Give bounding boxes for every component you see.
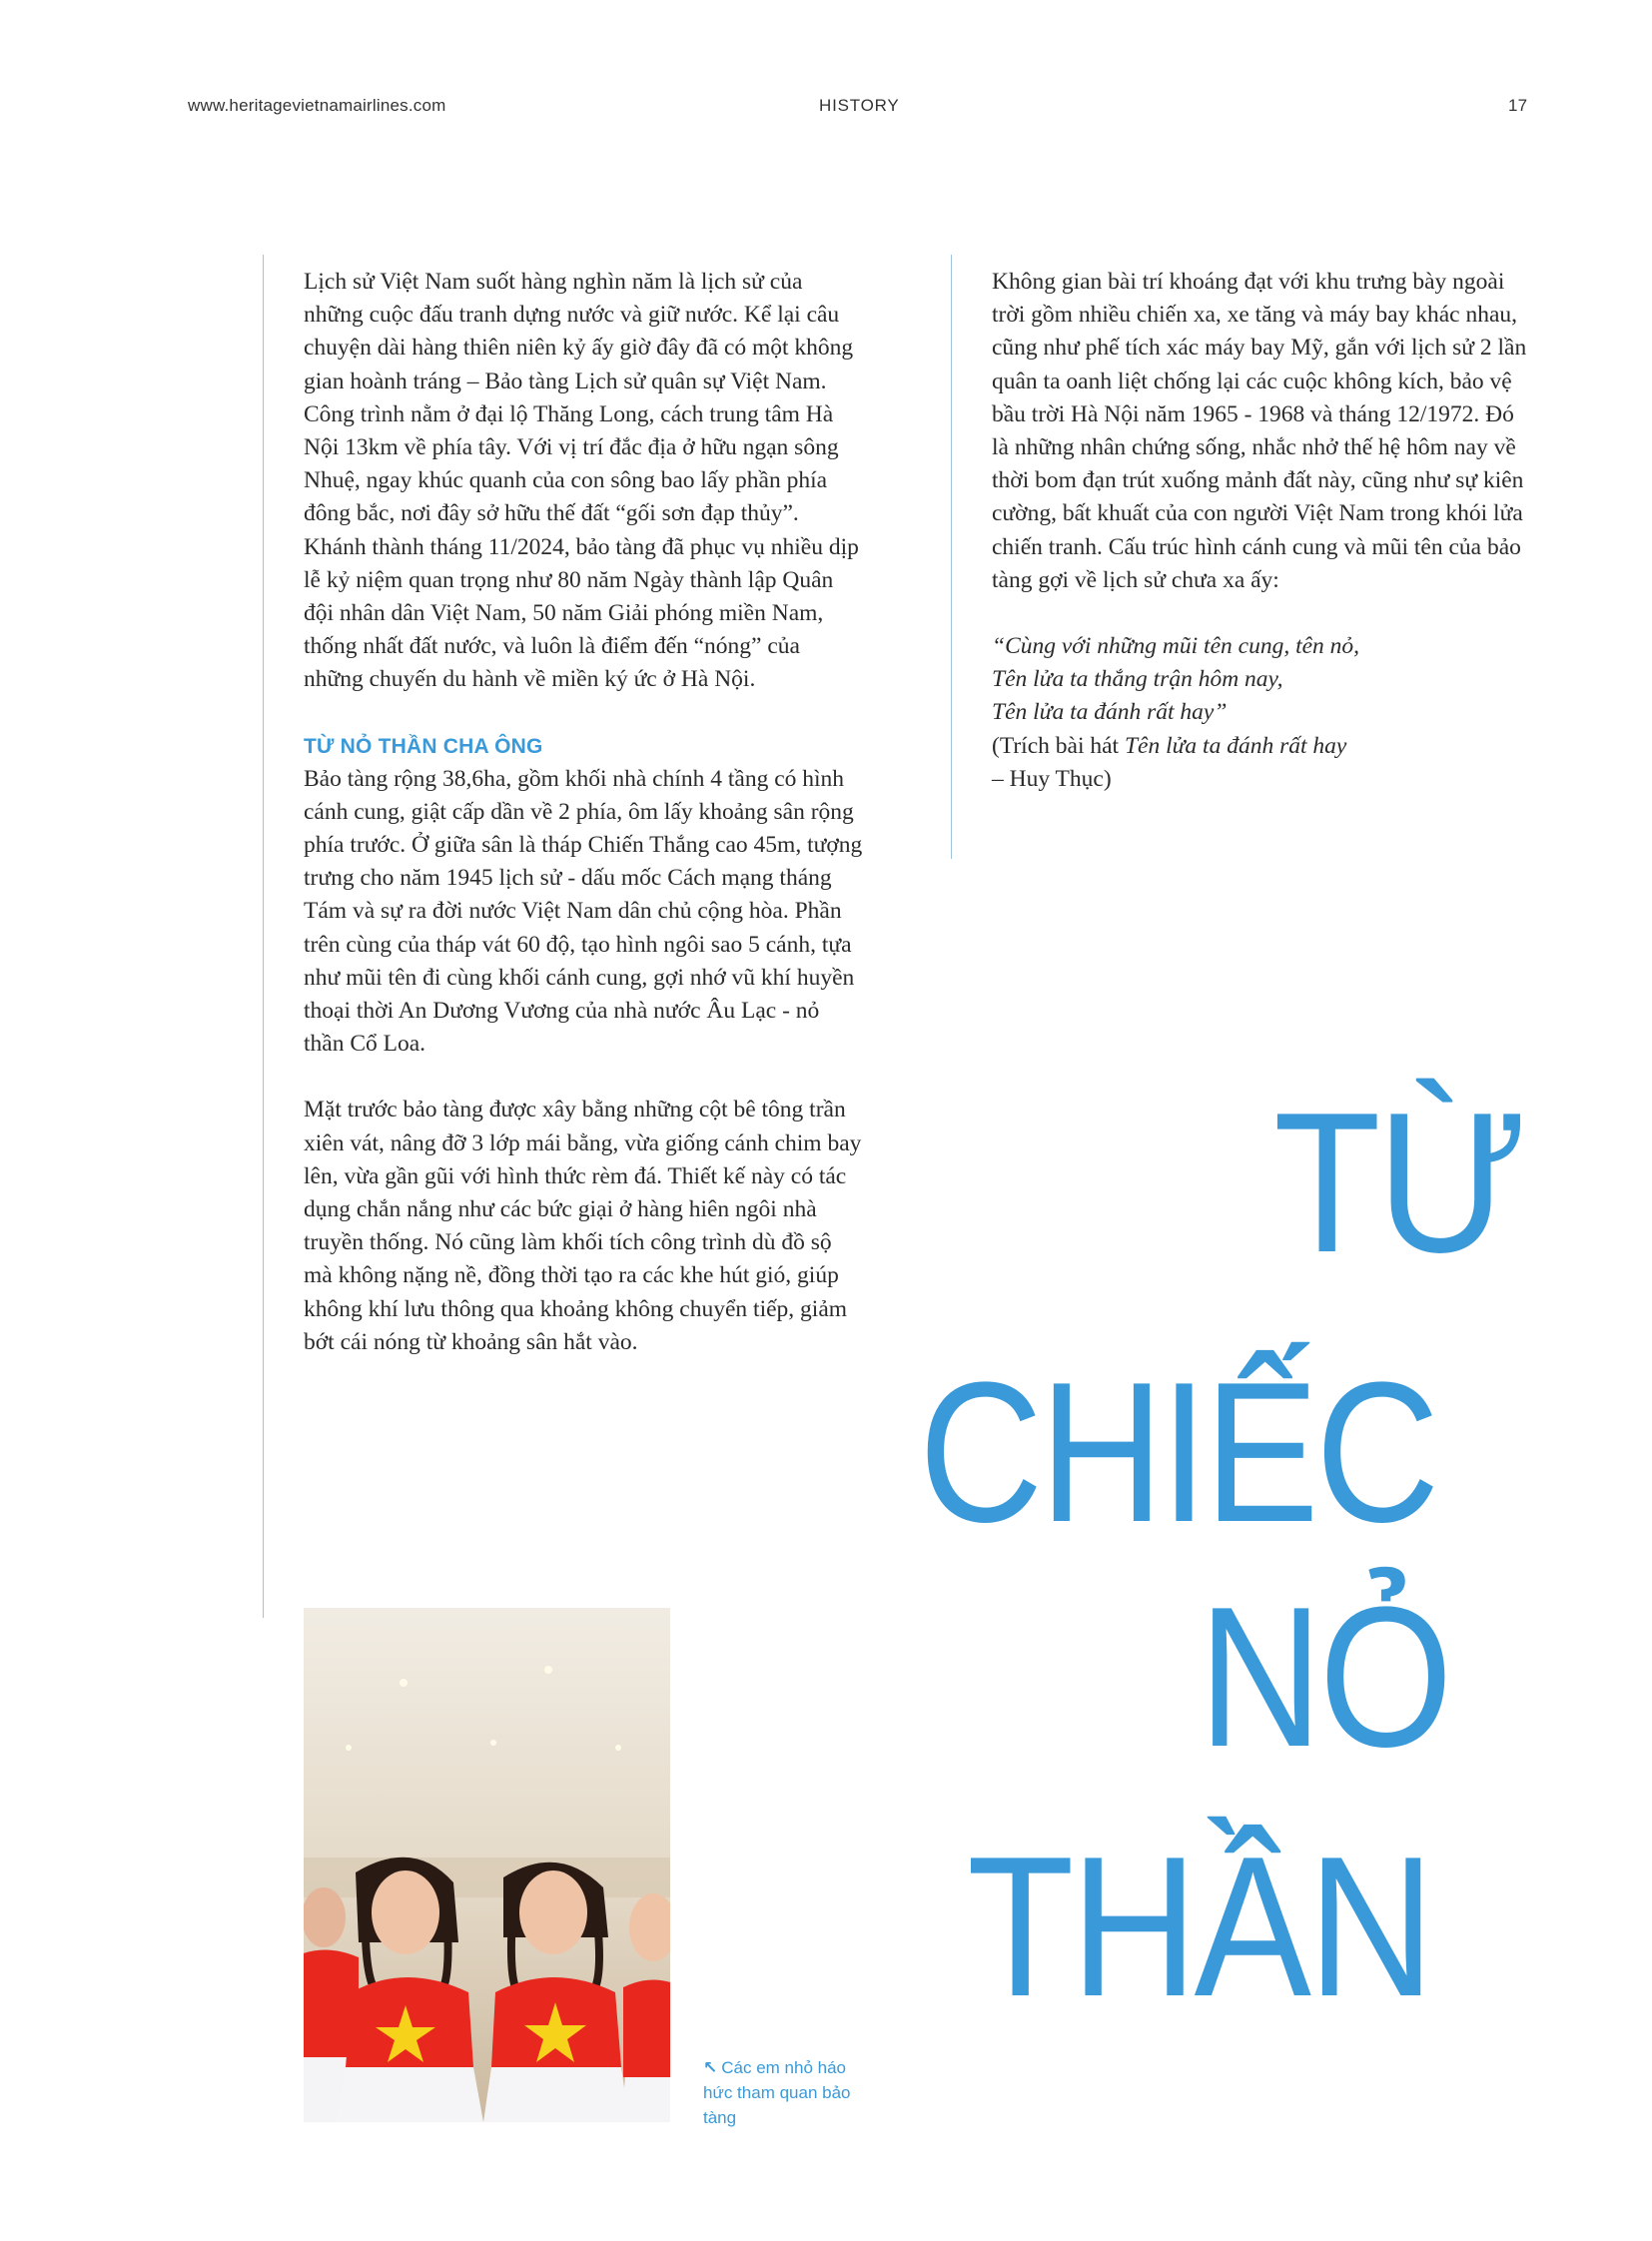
quote-citation (992, 730, 1531, 763)
quote-line-2: Tên lửa ta thắng trận hôm nay, (992, 666, 1283, 693)
section-label: HISTORY (819, 96, 900, 115)
page-number: 17 (1508, 96, 1528, 115)
body-paragraph-2: Bảo tàng rộng 38,6ha, gồm khối nhà chính 4 tầng có hình cánh cung, giật cấp dần về 2 phía, ôm lấy khoảng sân rộng phía trước. Ở giữa sân là tháp Chiến Thắng cao 45m, tượng trưng cho năm 1945 lịch sử - dấu mốc Cách mạng tháng Tám và sự ra đời nước Việt Nam dân chủ cộng hòa. Phần trên cùng của tháp vát 60 độ, tạo hình ngôi sao 5 cánh, tựa như mũi tên đi cùng khối cánh cung, gợi nhớ vũ khí huyền thoại thời An Dương Vương của nhà nước Âu Lạc - nỏ thần Cổ Loa. (304, 765, 863, 1058)
intro-paragraph: Lịch sử Việt Nam suốt hàng nghìn năm là lịch sử của những cuộc đấu tranh dựng nước và giữ nước. Kể lại câu chuyện dài hàng thiên niên kỷ ấy giờ đây đã có một không gian hoành tráng – Bảo tàng Lịch sử quân sự Việt Nam. Công trình nằm ở đại lộ Thăng Long, cách trung tâm Hà Nội 13km về phía tây. Với vị trí đắc địa ở hữu ngạn sông Nhuệ, ngay khúc quanh của con sông bao lấy phần phía đông bắc, nơi đây sở hữu thế đất “gối sơn đạp thủy”. Khánh thành tháng 11/2024, bảo tàng đã phục vụ nhiều dịp lễ kỷ niệm quan trọng như 80 năm Ngày thành lập Quân đội nhân dân Việt Nam, 50 năm Giải phóng miền Nam, thống nhất đất nước, và luôn là điểm đến “nóng” của những chuyến du hành về miền ký ức ở Hà Nội. (304, 269, 859, 693)
title-line-2: CHIẾC (919, 1341, 1436, 1564)
citation-author: – Huy Thục) (992, 765, 1112, 792)
left-column-rule (263, 255, 264, 1618)
title-line-1: TỪ (1273, 1072, 1524, 1294)
quote-line-1: “Cùng với những mũi tên cung, tên nỏ, (992, 633, 1360, 660)
body-paragraph-right: Không gian bài trí khoáng đạt với khu trưng bày ngoài trời gồm nhiều chiến xa, xe tăng và máy bay khác nhau, cũng như phế tích xác máy bay Mỹ, gắn với lịch sử 2 lần quân ta oanh liệt chống lại các cuộc không kích, bảo vệ bầu trời Hà Nội năm 1965 - 1968 và tháng 12/1972. Đó là những nhân chứng sống, nhắc nhở thế hệ hôm nay về thời bom đạn trút xuống mảnh đất này, cũng như sự kiên cường, bất khuất của con người Việt Nam trong khói lửa chiến tranh. Cấu trúc hình cánh cung và mũi tên của bảo tàng gợi về lịch sử chưa xa ấy: (992, 269, 1527, 593)
photo-caption (703, 2055, 853, 2130)
right-column (992, 266, 1531, 796)
left-column (304, 266, 863, 1359)
subheading: TỪ NỎ THẦN CHA ÔNG (304, 734, 543, 758)
quote-line-3: Tên lửa ta đánh rất hay” (992, 699, 1228, 726)
children-photo (304, 1608, 670, 2122)
body-paragraph-3: Mặt trước bảo tàng được xây bằng những cột bê tông trần xiên vát, nâng đỡ 3 lớp mái bằng, vừa giống cánh chim bay lên, vừa gần gũi với hình thức rèm đá. Thiết kế này có tác dụng chắn nắng như các bức giại ở hàng hiên ngôi nhà truyền thống. Nó cũng làm khối tích công trình dù đồ sộ mà không nặng nề, đồng thời tạo ra các khe hút gió, giúp không khí lưu thông qua khoảng không chuyển tiếp, giảm bớt cái nóng từ khoảng sân hắt vào. (304, 1097, 862, 1355)
title-line-3: NỎ (1199, 1566, 1450, 1789)
citation-song-title: Tên lửa ta đánh rất hay (1124, 732, 1347, 759)
site-url: www.heritagevietnamairlines.com (188, 96, 446, 115)
citation-prefix: (Trích bài hát (992, 732, 1125, 759)
caption-text: Các em nhỏ háo hức tham quan bảo tàng (703, 2058, 851, 2127)
arrow-up-left-icon: ↖ (703, 2058, 718, 2077)
right-column-rule (951, 255, 952, 859)
title-line-4: THẦN (967, 1816, 1432, 2038)
